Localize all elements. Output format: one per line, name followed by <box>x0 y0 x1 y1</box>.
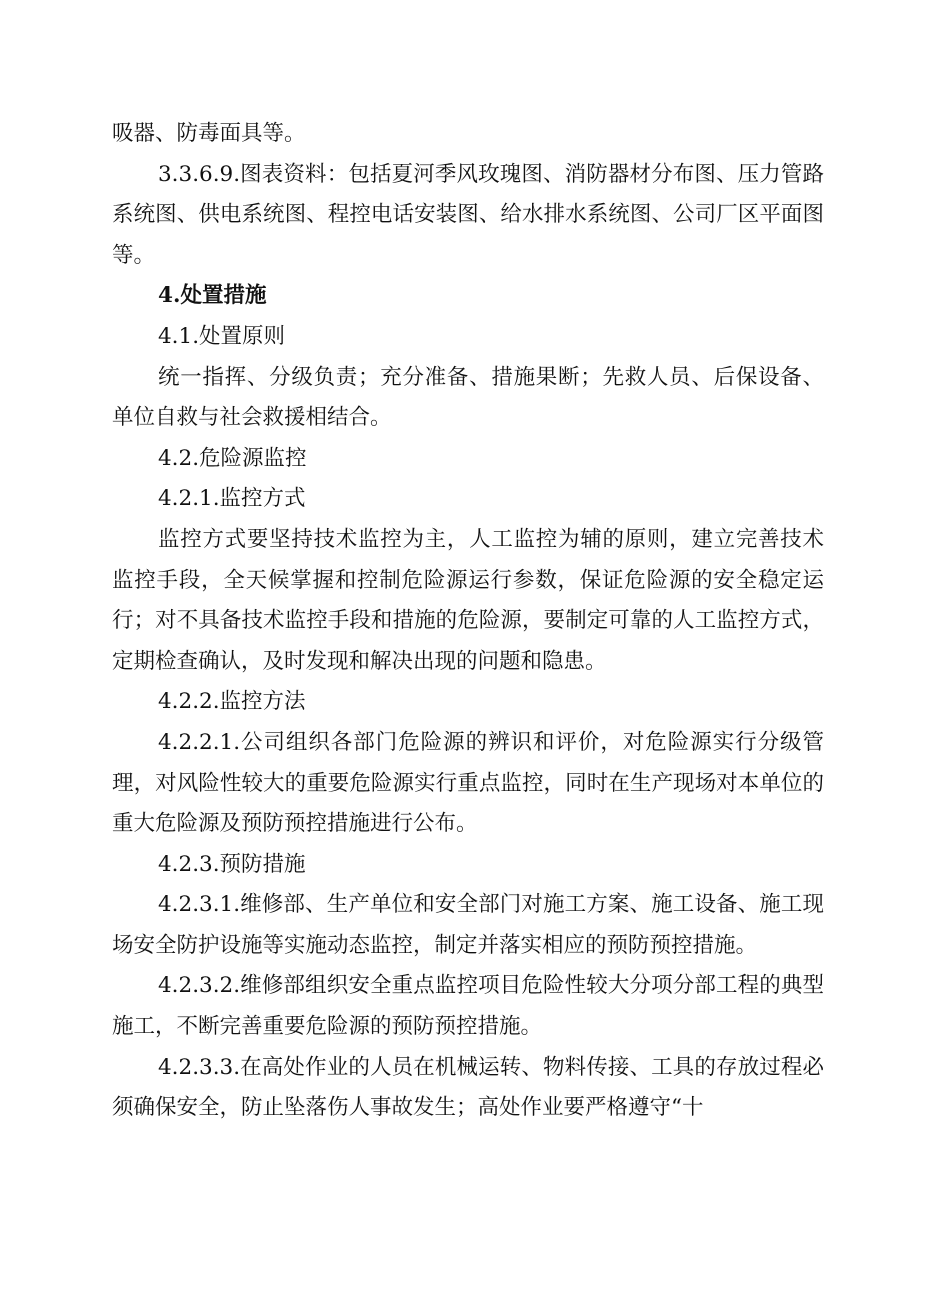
subheading-4-2-3: 4.2.3.预防措施 <box>158 851 306 877</box>
subheading-4-2-2: 4.2.2.监控方法 <box>158 689 306 715</box>
paragraph-4-2-2-1: 4.2.2.1.公司组织各部门危险源的辨识和评价，对危险源实行分级管理，对风险性较大的重要危险源实行重点监控，同时在生产现场对本单位的重大危险源及预防预控措施进行公布。 <box>112 729 824 837</box>
paragraph-4-1-body: 统一指挥、分级负责；充分准备、措施果断；先救人员、后保设备、单位自救与社会救援相结合。 <box>112 364 824 431</box>
paragraph-continuation: 吸器、防毒面具等。 <box>112 121 306 146</box>
paragraph-3-3-6-9: 3.3.6.9.图表资料：包括夏河季风玫瑰图、消防器材分布图、压力管路系统图、供电系统图、程控电话安装图、给水排水系统图、公司厂区平面图等。 <box>112 161 824 268</box>
paragraph-4-2-3-3: 4.2.3.3.在高处作业的人员在机械运转、物料传接、工具的存放过程必须确保安全，防止坠落伤人事故发生；高处作业要严格遵守“十 <box>112 1054 824 1121</box>
document-page <box>112 114 824 1129</box>
paragraph-4-2-3-2: 4.2.3.2.维修部组织安全重点监控项目危险性较大分项分部工程的典型施工，不断完善重要危险源的预防预控措施。 <box>112 973 824 1040</box>
subheading-4-2-1: 4.2.1.监控方式 <box>158 486 306 512</box>
subheading-4-2: 4.2.危险源监控 <box>158 445 307 471</box>
paragraph-4-2-1-body: 监控方式要坚持技术监控为主，人工监控为辅的原则，建立完善技术监控手段，全天候掌握和控制危险源运行参数，保证危险源的安全稳定运行；对不具备技术监控手段和措施的危险源，要制定可靠的人工监控方式，定期检查确认，及时发现和解决出现的问题和隐患。 <box>112 526 824 674</box>
section-heading-4: 4.处置措施 <box>158 283 267 309</box>
subheading-4-1: 4.1.处置原则 <box>158 323 286 349</box>
paragraph-4-2-3-1: 4.2.3.1.维修部、生产单位和安全部门对施工方案、施工设备、施工现场安全防护设施等实施动态监控，制定并落实相应的预防预控措施。 <box>112 892 824 958</box>
